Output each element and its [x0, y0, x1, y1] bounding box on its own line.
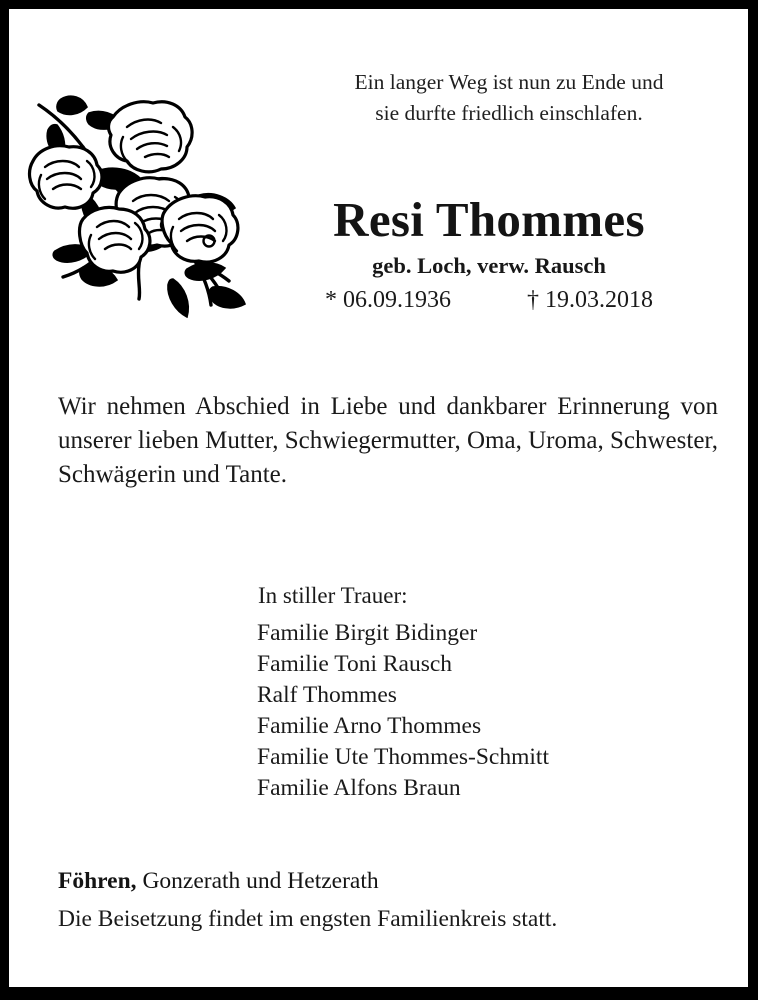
death-date: † 19.03.2018: [527, 287, 653, 313]
epigraph-line-1: Ein langer Weg ist nun zu Ende und: [354, 70, 664, 94]
list-item: Familie Birgit Bidinger: [257, 620, 478, 646]
mourners-title: In stiller Trauer:: [258, 583, 408, 608]
deceased-name: Resi Thommes: [333, 192, 645, 247]
maiden-and-widowed-name: geb. Loch, verw. Rausch: [372, 253, 606, 278]
footer-section: [58, 865, 728, 935]
list-item: Familie Alfons Braun: [257, 775, 461, 801]
epigraph: [295, 67, 723, 129]
funeral-note: Die Beisetzung findet im engsten Familienkreis statt.: [58, 906, 558, 932]
primary-place: Föhren,: [58, 868, 137, 894]
epigraph-line-2: sie durfte friedlich einschlafen.: [375, 101, 643, 125]
additional-places: Gonzerath und Hetzerath: [136, 868, 379, 894]
notice-sheet: [9, 9, 748, 987]
rose-branch-icon: [27, 91, 253, 336]
birth-date: * 06.09.1936: [325, 287, 451, 313]
life-dates: [255, 285, 723, 315]
list-item: Ralf Thommes: [257, 682, 397, 708]
footer-places: [58, 865, 728, 897]
mourners-section: [257, 581, 687, 804]
list-item: Familie Arno Thommes: [257, 713, 482, 739]
deceased-name-block: [255, 191, 723, 315]
list-item: Familie Toni Rausch: [257, 651, 453, 677]
list-item: Familie Ute Thommes-Schmitt: [257, 744, 549, 770]
farewell-paragraph: Wir nehmen Abschied in Liebe und dankbarer Erinnerung von unserer lieben Mutter, Schwiegermutter, Oma, Uroma, Schwester, Schwägerin und Tante.: [58, 393, 718, 488]
